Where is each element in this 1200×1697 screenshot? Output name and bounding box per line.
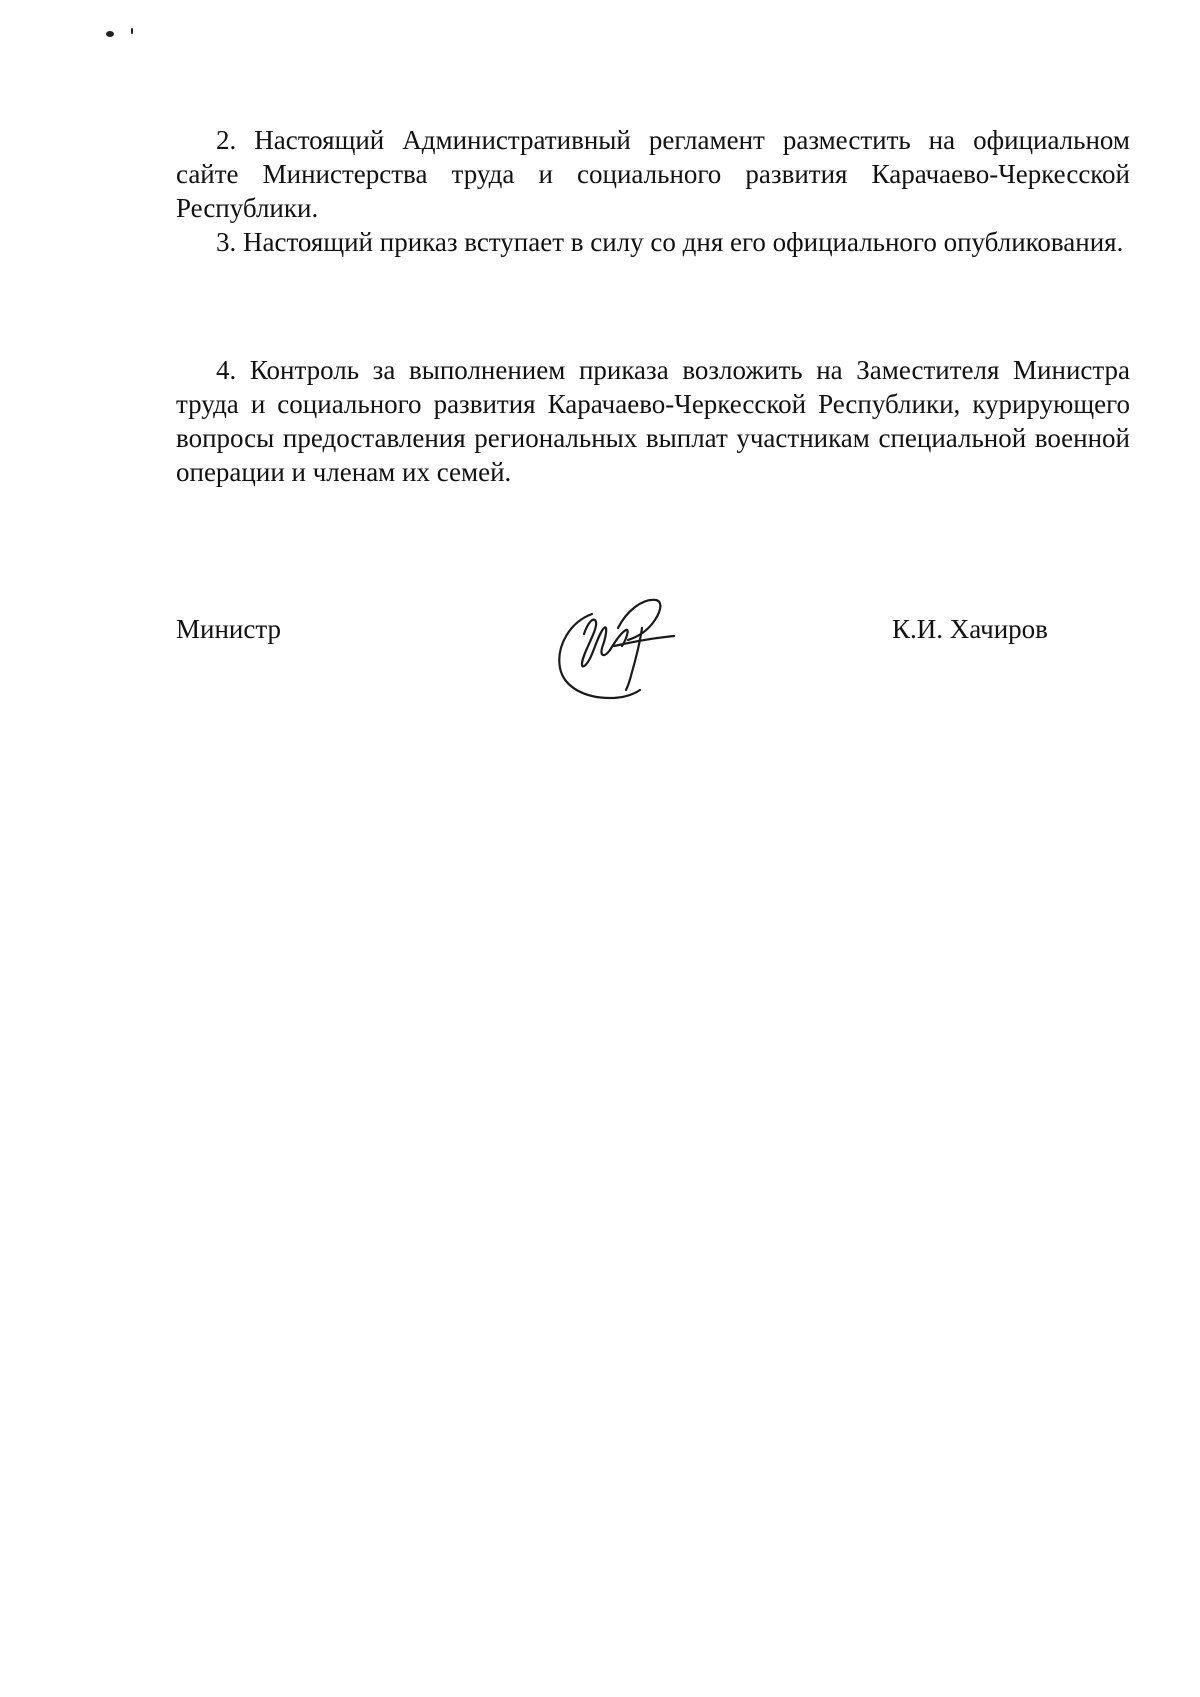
- clause-4-paragraph: 4. Контроль за выполнением приказа возложить на Заместителя Министра труда и социального развития Карачаево-Черкесской Республики, курирующего вопросы предоставления региональных выплат участникам специальной военной операции и членам их семей.: [176, 355, 1130, 487]
- clause-2-paragraph: 2. Настоящий Административный регламент разместить на официальном сайте Министерства труда и социального развития Карачаево-Черкесской Республики.: [176, 125, 1130, 223]
- handwritten-signature-icon: [552, 594, 682, 704]
- signature-block: [0, 612, 1200, 722]
- order-clauses: [176, 123, 1130, 259]
- scan-speck: [131, 28, 133, 34]
- control-clause: [176, 353, 1130, 489]
- clause-3-paragraph: 3. Настоящий приказ вступает в силу со дня его официального опубликования.: [216, 227, 1124, 257]
- signer-name: К.И. Хачиров: [892, 614, 1048, 644]
- signer-role: Министр: [176, 614, 281, 644]
- scan-speck: [106, 31, 114, 37]
